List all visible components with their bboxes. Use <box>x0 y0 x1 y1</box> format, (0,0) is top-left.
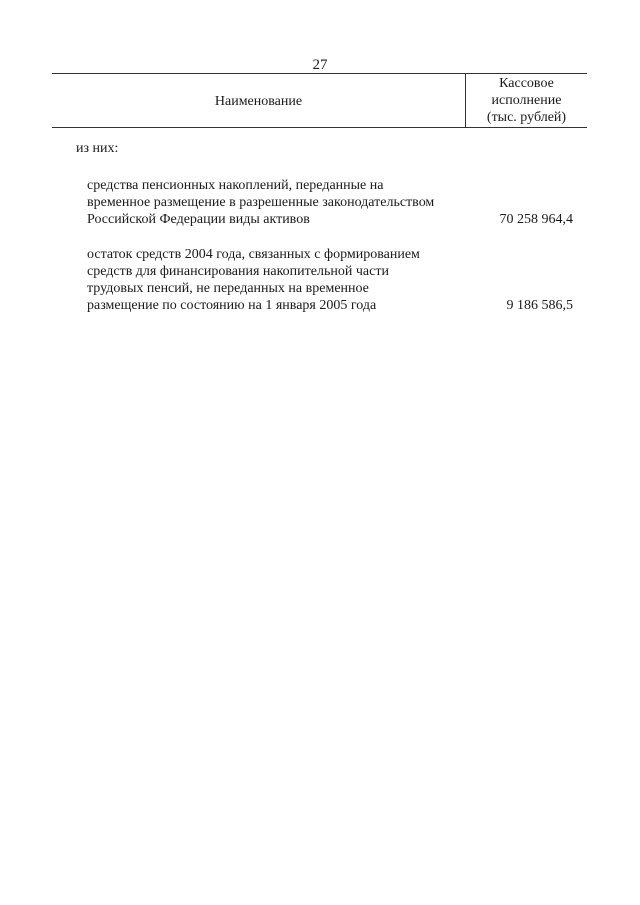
row-description-line: остаток средств 2004 года, связанных с формированием <box>87 247 420 262</box>
row-description-line: средств для финансирования накопительной части <box>87 264 389 279</box>
row-value: 9 186 586,5 <box>506 298 573 313</box>
row-value: 70 258 964,4 <box>499 212 573 227</box>
page-number: 27 <box>312 57 328 73</box>
column-header-line: (тыс. рублей) <box>486 110 567 125</box>
table-header <box>52 73 587 128</box>
row-description-line: трудовых пенсий, не переданных на временное <box>87 281 369 296</box>
row-description-line: размещение по состоянию на 1 января 2005 года <box>87 298 377 313</box>
table-row <box>87 246 587 314</box>
table-row <box>87 177 587 228</box>
row-description <box>87 177 467 228</box>
row-description-line: средства пенсионных накоплений, переданные на <box>87 178 384 193</box>
row-description-line: Российской Федерации виды активов <box>87 212 310 227</box>
column-header-cash-execution <box>466 74 587 127</box>
row-description-line: временное размещение в разрешенные законодательством <box>87 195 435 210</box>
section-label: из них: <box>76 141 119 156</box>
column-header-line: исполнение <box>491 93 562 108</box>
row-description <box>87 246 467 314</box>
column-header-name: Наименование <box>52 74 466 127</box>
column-header-line: Кассовое <box>499 76 554 91</box>
